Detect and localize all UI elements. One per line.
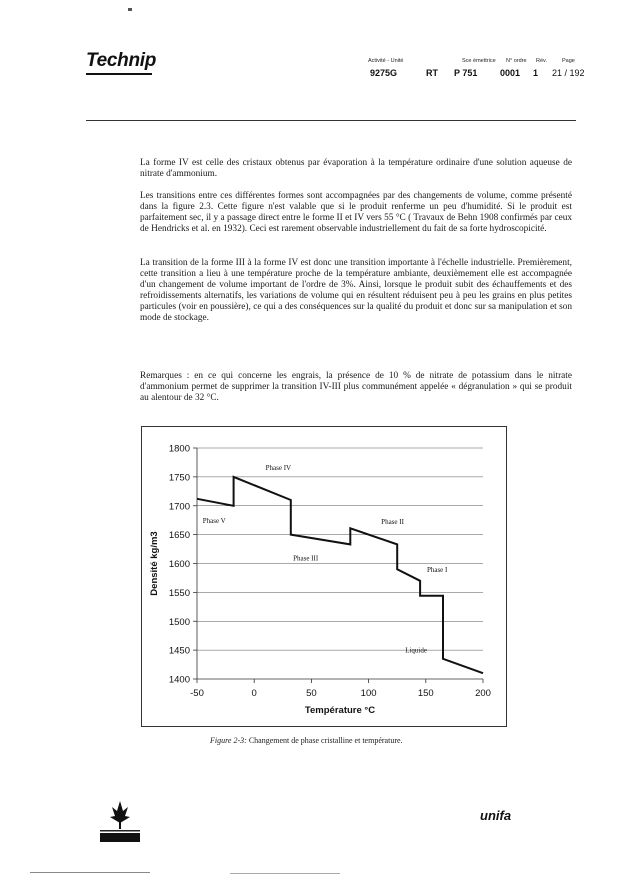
x-tick-label: 150 [417,688,434,699]
y-tick-label: 1600 [168,559,190,570]
paragraph-1: La forme IV est celle des cristaux obtenus par évaporation à la température ordinaire d'une solution aqueuse de nitrate d'ammonium. [140,158,572,179]
label-activite: Activité - Unité [368,58,404,64]
y-tick-label: 1700 [168,501,190,513]
paragraph-3: La transition de la forme III à la forme IV est donc une transition importante à l'échelle industrielle. Premièrement, cette transition a lieu à une température proche de la température ambiante, deuxièmement elle est accompagnée d'un changement de volume important de l'ordre de 3%. Ainsi, lorsque le produit subit des échauffements et des refroidissements alternatifs, les variations de volume qui en résultent réduisent peu à peu les grains en plus petites particules (voir en poussière), ce qui a des conséquences sur la qualité du produit et donc sur sa manipulation et son mode de stockage. [140,258,572,323]
label-rev: Rév. [536,58,547,64]
phase-label: Phase II [381,518,404,527]
y-tick-label: 1550 [168,587,190,599]
label-page: Page [562,58,575,64]
phase-label: Phase I [426,566,448,575]
scan-mark [128,8,132,11]
y-axis-label: Densité kg/m3 [149,531,160,596]
chart-grid [197,448,483,650]
density-chart [141,426,507,727]
y-tick-label: 1450 [168,645,190,657]
value-sce: P 751 [454,68,478,78]
density-series-line [197,477,483,673]
value-type: RT [426,68,438,78]
y-tick-label: 1750 [168,472,190,484]
caption-label: Figure 2-3: [210,736,247,745]
y-tick-label: 1650 [168,530,190,542]
label-sce: Sce émettrice [462,58,496,64]
paragraph-4: Remarques : en ce qui concerne les engrais, la présence de 10 % de nitrate de potassium dans le nitrate d'ammonium permet de supprimer la transition IV-III plus communément appelée « dégranulation » qui se produit au alentour de 32 °C. [140,371,572,403]
phase-label: Phase IV [265,463,292,472]
x-axis-label: Température °C [304,705,376,716]
caption-text: Changement de phase cristalline et température. [246,736,403,745]
phase-annotations [203,464,448,654]
x-tick-label: 200 [475,688,491,699]
y-tick-label: 1400 [168,674,190,686]
paragraph-2: Les transitions entre ces différentes formes sont accompagnées par des changements de volume, comme présenté dans la figure 2.3. Cette figure n'est valable que si le produit renferme un peu d'humidité. Si le produit est parfaitement sec, il y a passage direct entre le forme II et IV vers 55 °C ( Travaux de Behn 1908 confirmés par ceux de Hendricks et al. en 1932). Ceci est rarement observable industriellement du fait de sa forte hydroscopicité. [140,191,572,234]
label-ordre: N° ordre [506,58,527,64]
technip-logo: Technip [86,50,157,71]
x-tick-label: -50 [190,688,204,699]
value-page: 21 / 192 [552,68,585,78]
phase-label: Phase V [202,517,226,526]
logo-underline [86,73,152,75]
x-tick-labels [190,688,491,699]
unifa-logo: unifa [480,808,512,823]
x-tick-label: 0 [251,688,257,699]
scan-mark [230,873,340,874]
figure-caption [210,736,460,745]
value-activite: 9275G [370,68,398,78]
x-tick-label: 100 [360,688,377,699]
value-ordre: 0001 [500,68,521,78]
scan-mark [30,872,150,873]
value-rev: 1 [533,68,539,78]
phase-label: Liquide [405,646,427,655]
phase-label: Phase III [293,554,319,563]
header-rule [86,120,576,121]
y-tick-label: 1800 [168,443,190,455]
y-tick-labels [169,444,190,686]
y-tick-label: 1500 [168,616,190,628]
ministere-agriculture-logo [100,797,140,843]
x-tick-label: 50 [306,688,317,699]
